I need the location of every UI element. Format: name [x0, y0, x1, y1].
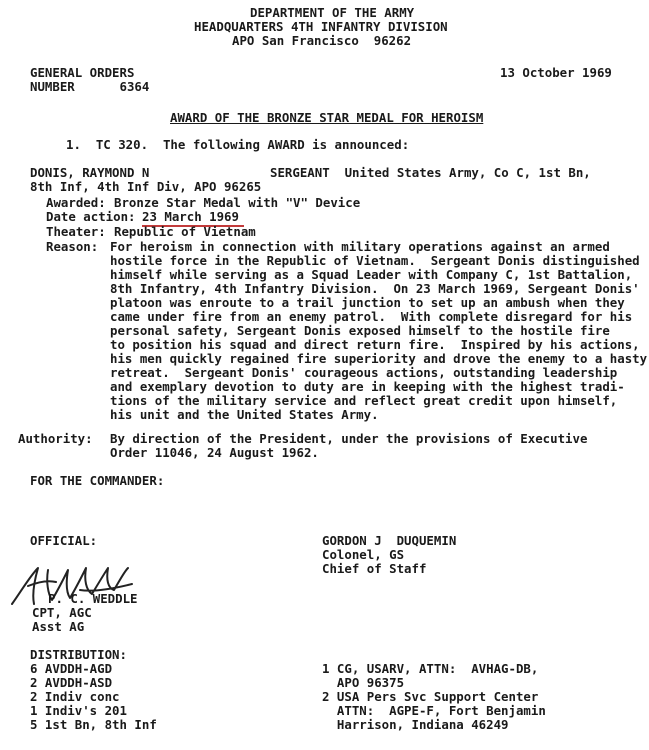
distribution-item: 2 Indiv conc — [30, 689, 120, 704]
theater-label: Theater: — [46, 224, 106, 239]
date-action-label: Date action: — [46, 209, 136, 224]
announcement: 1. TC 320. The following AWARD is announced: — [66, 137, 410, 152]
official-label: OFFICIAL: — [30, 533, 98, 548]
distribution-item: Harrison, Indiana 46249 — [322, 717, 509, 732]
reason-line: personal safety, Sergeant Donis exposed himself to the hostile fire — [110, 323, 610, 338]
header-line-1: DEPARTMENT OF THE ARMY — [250, 5, 415, 20]
theater-value: Republic of Vietnam — [114, 224, 256, 239]
chief-name: GORDON J DUQUEMIN — [322, 533, 457, 548]
authority-line-1: By direction of the President, under the provisions of Executive — [110, 431, 588, 446]
official-rank: CPT, AGC — [32, 605, 92, 620]
distribution-label: DISTRIBUTION: — [30, 647, 127, 662]
for-the-commander: FOR THE COMMANDER: — [30, 473, 165, 488]
awarded-label: Awarded: — [46, 195, 106, 210]
distribution-item: 2 USA Pers Svc Support Center — [322, 689, 539, 704]
reason-line: his unit and the United States Army. — [110, 407, 379, 422]
distribution-item: 5 1st Bn, 8th Inf — [30, 717, 157, 732]
reason-line: platoon was enroute to a trail junction to set up an ambush when they — [110, 295, 625, 310]
awarded-value: Bronze Star Medal with "V" Device — [114, 195, 361, 210]
header-line-2: HEADQUARTERS 4TH INFANTRY DIVISION — [194, 19, 448, 34]
chief-rank: Colonel, GS — [322, 547, 405, 562]
orders-number: NUMBER 6364 — [30, 79, 150, 94]
reason-line: his men quickly regained fire superiority and drove the enemy to a hasty — [110, 351, 648, 366]
reason-line: tions of the military service and reflect great credit upon himself, — [110, 393, 618, 408]
reason-line: hostile force in the Republic of Vietnam. Sergeant Donis distinguished — [110, 253, 640, 268]
authority-line-2: Order 11046, 24 August 1962. — [110, 445, 319, 460]
recipient-rank-unit: SERGEANT United States Army, Co C, 1st Bn, — [270, 165, 591, 180]
distribution-item: 6 AVDDH-AGD — [30, 661, 113, 676]
reason-line: 8th Infantry, 4th Infantry Division. On 23 March 1969, Sergeant Donis' — [110, 281, 640, 296]
reason-line: For heroism in connection with military operations against an armed — [110, 239, 610, 254]
distribution-item: 2 AVDDH-ASD — [30, 675, 113, 690]
distribution-item: ATTN: AGPE-F, Fort Benjamin — [322, 703, 546, 718]
official-title: Asst AG — [32, 619, 85, 634]
official-name: P. C. WEDDLE — [48, 591, 138, 606]
distribution-item: 1 Indiv's 201 — [30, 703, 127, 718]
reason-label: Reason: — [46, 239, 99, 254]
distribution-item: APO 96375 — [322, 675, 405, 690]
document-title: AWARD OF THE BRONZE STAR MEDAL FOR HEROISM — [170, 110, 484, 125]
reason-line: retreat. Sergeant Donis' courageous actions, outstanding leadership — [110, 365, 618, 380]
recipient-unit-line: 8th Inf, 4th Inf Div, APO 96265 — [30, 179, 262, 194]
header-line-3: APO San Francisco 96262 — [232, 33, 412, 48]
general-orders-label: GENERAL ORDERS — [30, 65, 135, 80]
date-action-value: 23 March 1969 — [142, 209, 239, 224]
chief-title: Chief of Staff — [322, 561, 427, 576]
reason-line: and exemplary devotion to duty are in keeping with the highest tradi- — [110, 379, 625, 394]
orders-date: 13 October 1969 — [500, 65, 612, 80]
authority-label: Authority: — [18, 431, 93, 446]
reason-line: came under fire from an enemy patrol. With complete disregard for his — [110, 309, 633, 324]
reason-line: to position his squad and direct return fire. Inspired by his actions, — [110, 337, 640, 352]
distribution-item: 1 CG, USARV, ATTN: AVHAG-DB, — [322, 661, 539, 676]
recipient-name: DONIS, RAYMOND N — [30, 165, 150, 180]
reason-line: himself while serving as a Squad Leader with Company C, 1st Battalion, — [110, 267, 633, 282]
